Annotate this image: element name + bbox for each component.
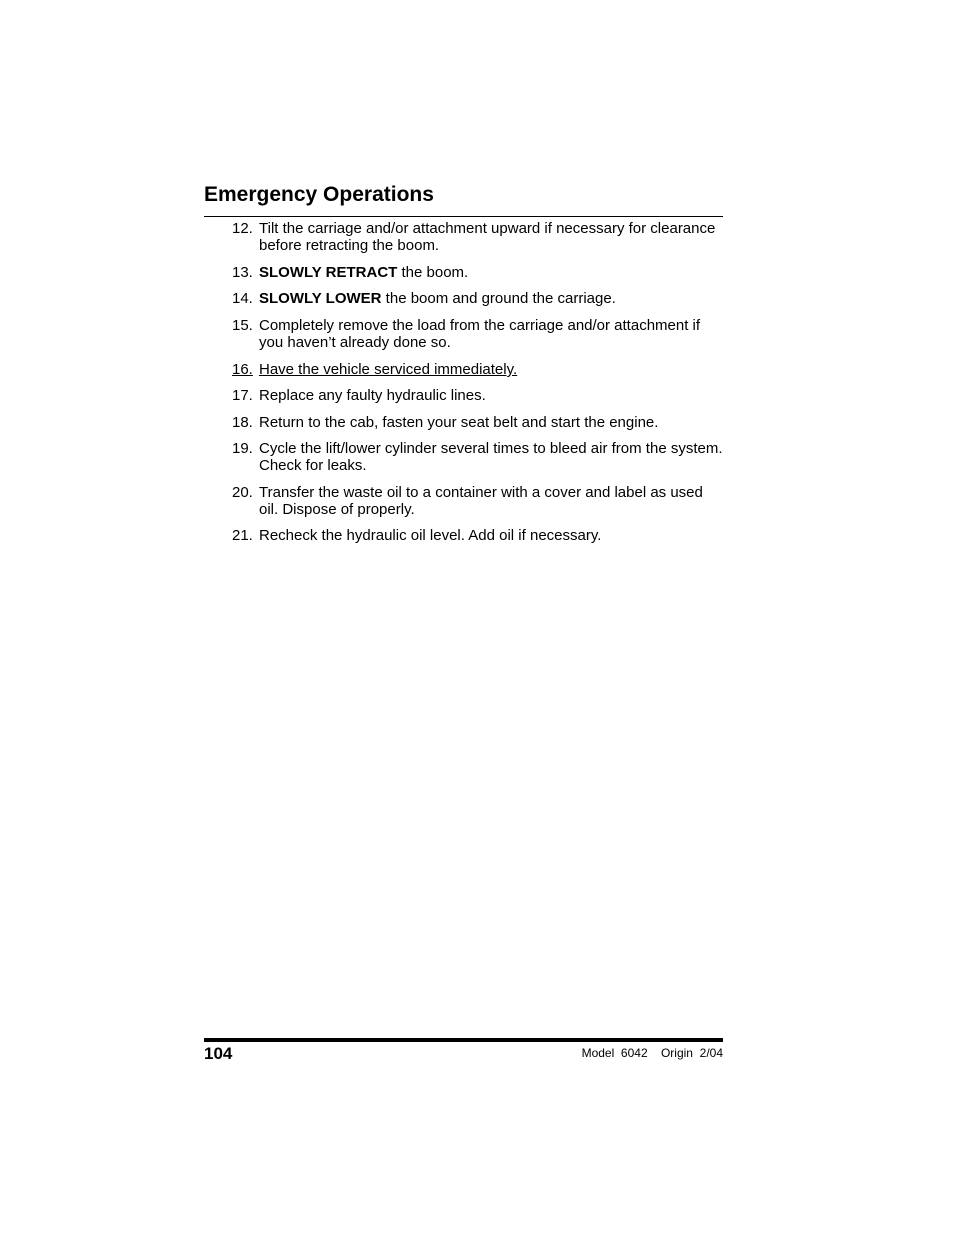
step-number: 15. (232, 317, 253, 334)
step-number: 12. (232, 220, 253, 237)
step-item (204, 290, 723, 307)
step-item (204, 414, 723, 431)
step-item (204, 264, 723, 281)
step-emphasis: SLOWLY RETRACT (259, 264, 398, 281)
step-item (204, 220, 723, 254)
step-text (259, 361, 723, 378)
step-number: 19. (232, 440, 253, 457)
page-number: 104 (204, 1044, 233, 1063)
step-number: 13. (232, 264, 253, 281)
step-number: 16. (232, 361, 253, 378)
step-number: 17. (232, 387, 253, 404)
step-text: Tilt the carriage and/or attachment upward if necessary for clearance before retracting the boom. (259, 220, 716, 254)
step-item (204, 361, 723, 378)
step-text-underlined: Have the vehicle serviced immediately. (259, 361, 518, 378)
step-text: Replace any faulty hydraulic lines. (259, 387, 486, 404)
footer-model-info: Model 6042 Origin 2/04 (581, 1046, 723, 1060)
step-item (204, 440, 723, 474)
step-text-rest: the boom. (397, 264, 469, 281)
page-title: Emergency Operations (204, 183, 434, 206)
step-item (204, 387, 723, 404)
title-divider (204, 216, 723, 217)
step-number: 21. (232, 527, 253, 544)
step-text: Recheck the hydraulic oil level. Add oil if necessary. (259, 527, 602, 544)
step-number: 20. (232, 484, 253, 501)
step-text (259, 264, 723, 281)
step-number: 18. (232, 414, 253, 431)
step-item (204, 317, 723, 351)
step-text (259, 290, 723, 307)
footer-divider (204, 1038, 723, 1042)
step-text: Transfer the waste oil to a container with a cover and label as used oil. Dispose of properly. (259, 484, 703, 518)
step-text-rest: the boom and ground the carriage. (381, 290, 616, 307)
step-text: Return to the cab, fasten your seat belt and start the engine. (259, 414, 659, 431)
step-text: Cycle the lift/lower cylinder several times to bleed air from the system. Check for leaks. (259, 440, 723, 474)
step-item (204, 484, 723, 518)
step-number: 14. (232, 290, 253, 307)
step-item (204, 527, 723, 544)
step-emphasis: SLOWLY LOWER (259, 290, 382, 307)
step-text: Completely remove the load from the carriage and/or attachment if you haven’t already done so. (259, 317, 701, 351)
